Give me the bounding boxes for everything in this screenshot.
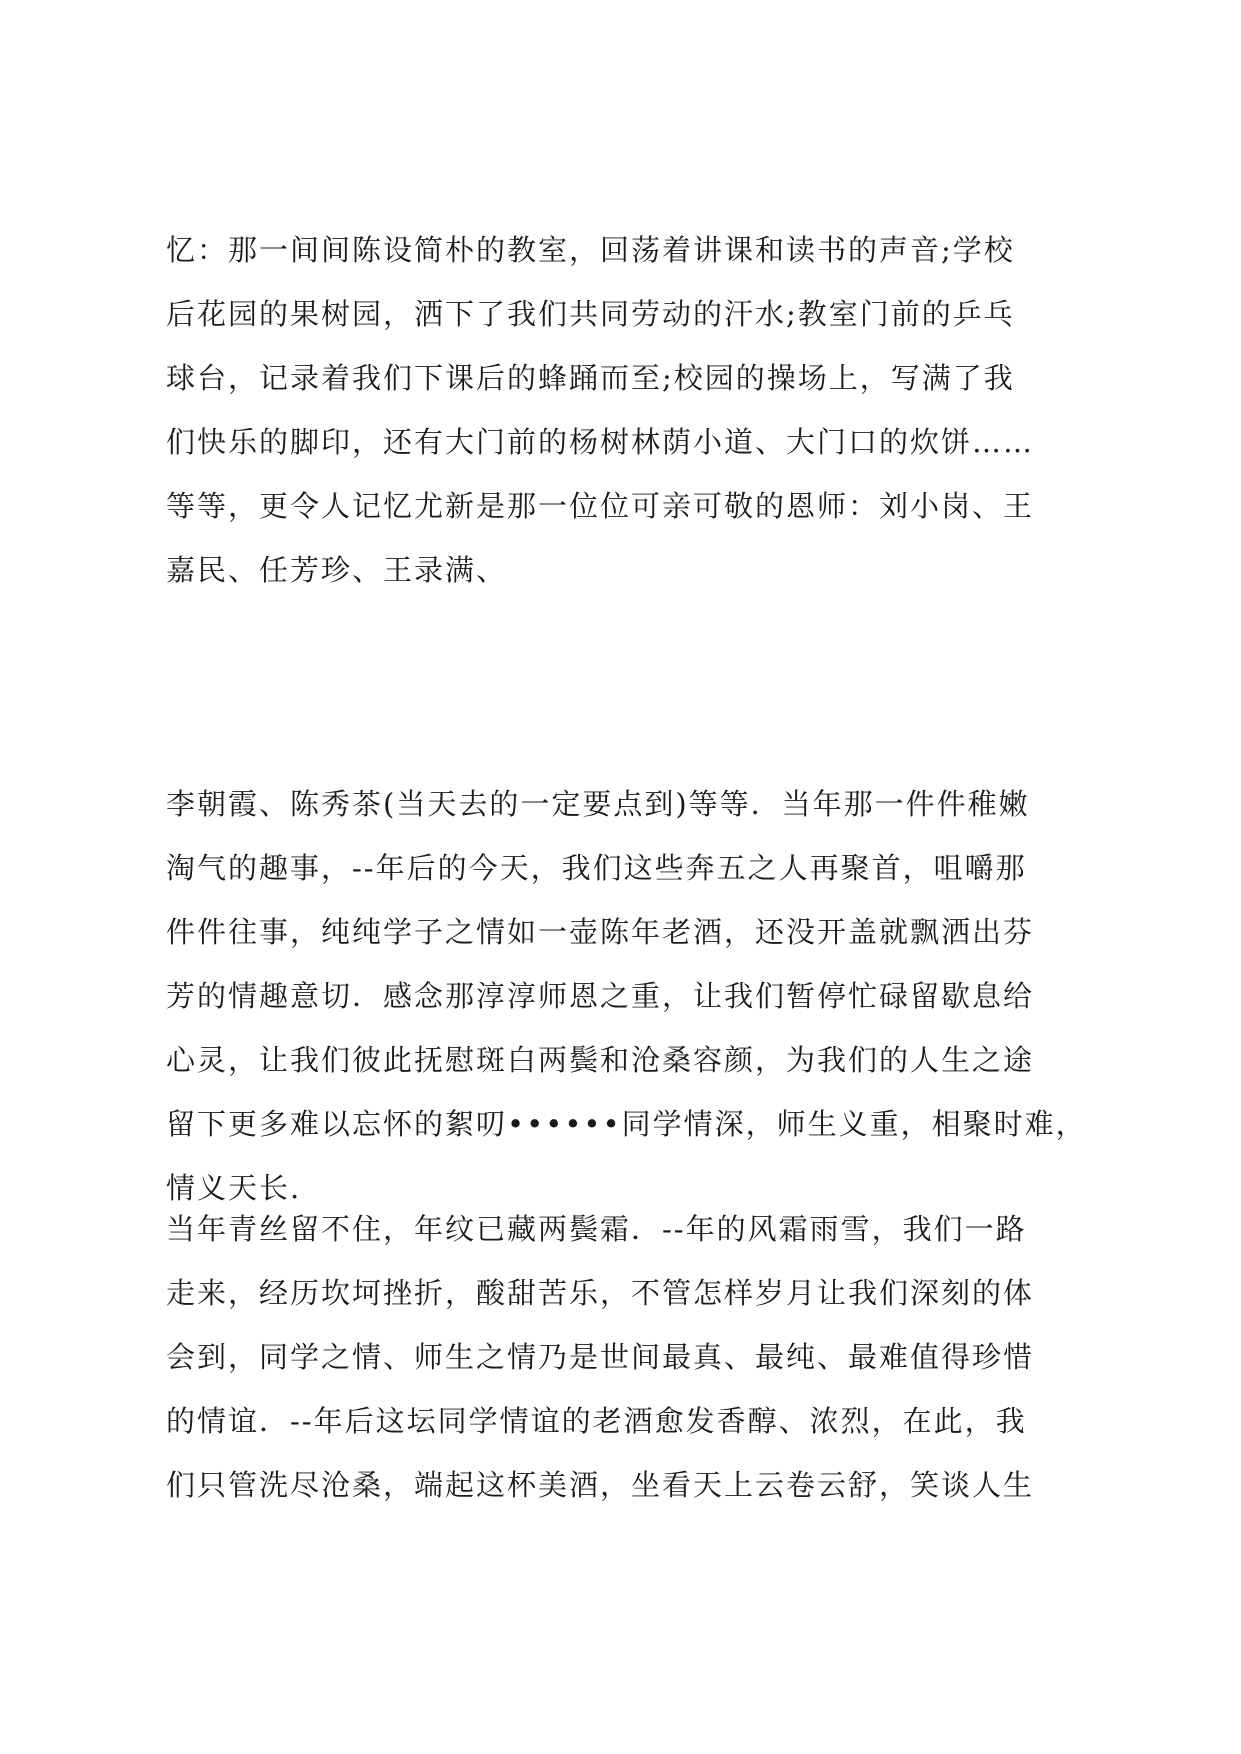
text-line: 留下更多难以忘怀的絮叨••••••同学情深，师生义重，相聚时难，: [166, 1107, 1087, 1141]
text-line: 芳的情趣意切．感念那淳淳师恩之重，让我们暂停忙碌留歇息给: [166, 979, 1035, 1013]
text-line: 淘气的趣事，--年后的今天，我们这些奔五之人再聚首，咀嚼那: [166, 851, 1027, 885]
text-line: 李朝霞、陈秀茶(当天去的一定要点到)等等．当年那一件件稚嫩: [166, 787, 1030, 821]
paragraph-3: [166, 1197, 1101, 1517]
text-line: 心灵，让我们彼此抚慰斑白两鬓和沧桑容颜，为我们的人生之途: [166, 1043, 1035, 1077]
text-line: 忆：那一间间陈设简朴的教室，回荡着讲课和读书的声音;学校: [166, 233, 1015, 267]
paragraph-1: [166, 218, 1101, 602]
text-line: 后花园的果树园，洒下了我们共同劳动的汗水;教室门前的乒乓: [166, 297, 1015, 331]
text-line: 当年青丝留不住，年纹已藏两鬓霜．--年的风霜雨雪，我们一路: [166, 1212, 1027, 1246]
text-line: 的情谊．--年后这坛同学情谊的老酒愈发香醇、浓烈，在此，我: [166, 1404, 1027, 1438]
text-line: 会到，同学之情、师生之情乃是世间最真、最纯、最难值得珍惜: [166, 1340, 1035, 1374]
text-line: 们快乐的脚印，还有大门前的杨树林荫小道、大门口的炊饼……: [166, 425, 1035, 459]
text-line: 件件往事，纯纯学子之情如一壶陈年老酒，还没开盖就飘洒出芬: [166, 915, 1035, 949]
paragraph-2: [166, 772, 1101, 1220]
text-line: 球台，记录着我们下课后的蜂踊而至;校园的操场上，写满了我: [166, 361, 1015, 395]
text-line: 们只管洗尽沧桑，端起这杯美酒，坐看天上云卷云舒，笑谈人生: [166, 1468, 1035, 1502]
text-line: 走来，经历坎坷挫折，酸甜苦乐，不管怎样岁月让我们深刻的体: [166, 1276, 1035, 1310]
text-line: 嘉民、任芳珍、王录满、: [166, 553, 508, 587]
text-line: 情义天长.: [166, 1171, 302, 1205]
text-line: 等等，更令人记忆尤新是那一位位可亲可敬的恩师：刘小岗、王: [166, 489, 1035, 523]
